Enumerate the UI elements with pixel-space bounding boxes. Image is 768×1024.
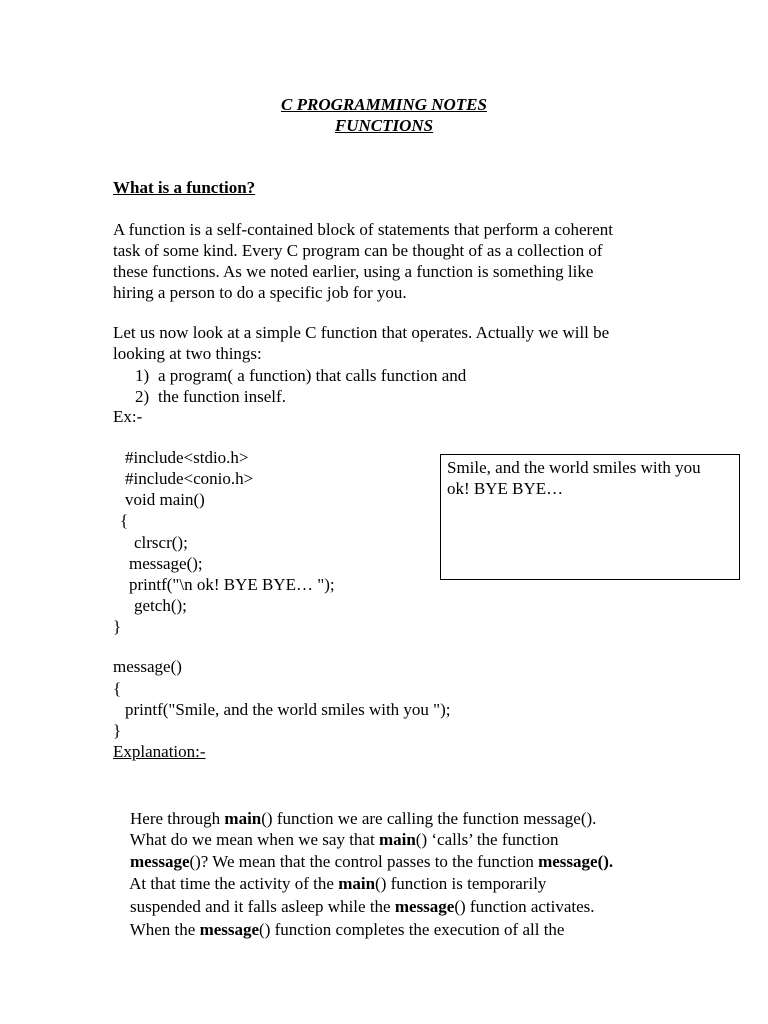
code-line: getch(); [134,596,187,615]
paragraph-line: hiring a person to do a specific job for you. [113,283,407,302]
text-run: At that time the activity of the [129,874,339,893]
code-line: } [113,617,122,636]
code-line: printf("\n ok! BYE BYE… "); [129,575,335,594]
document-subtitle: FUNCTIONS [334,116,434,135]
code-line: { [113,679,122,698]
text-run: () function activates. [454,897,595,916]
code-line: void main() [125,490,205,509]
list-item-number: 2) [135,387,150,406]
section-heading-explanation: Explanation:- [113,742,206,761]
list-item-number: 1) [135,366,150,385]
example-label: Ex:- [113,407,143,426]
text-run: () ‘calls’ the function [415,830,559,849]
code-line: { [120,511,129,530]
output-line: Smile, and the world smiles with you [447,458,701,477]
code-line: printf("Smile, and the world smiles with you "); [125,700,451,719]
document-title: C PROGRAMMING NOTES [281,95,487,114]
bold-run: main [338,874,376,893]
text-run: suspended and it falls asleep while the [130,897,395,916]
text-run: () function is temporarily [375,874,547,893]
code-line: } [113,721,122,740]
text-run: Here through [130,809,225,828]
bold-run: message [130,852,190,871]
paragraph-line: looking at two things: [113,344,262,363]
list-item-text: a program( a function) that calls function and [158,366,467,385]
code-line: message() [113,657,182,676]
text-run: () function completes the execution of all the [259,920,565,939]
text-run: When the [129,920,200,939]
program-output-box [440,454,740,580]
bold-run: message [199,920,260,939]
text-run: ()? We mean that the control passes to the function [189,852,539,871]
paragraph-line: these functions. As we noted earlier, using a function is something like [113,262,594,281]
paragraph-line: Let us now look at a simple C function that operates. Actually we will be [113,323,610,342]
list-item-text: the function inself. [158,387,286,406]
code-line: clrscr(); [134,533,188,552]
paragraph-line: task of some kind. Every C program can be thought of as a collection of [113,241,603,260]
code-line: #include<conio.h> [125,469,254,488]
bold-run: main [378,830,416,849]
output-line: ok! BYE BYE… [447,479,564,498]
bold-run: main [224,809,262,828]
bold-run: message(). [538,852,614,871]
code-line: message(); [129,554,203,573]
section-heading-what-is-function: What is a function? [113,178,256,197]
bold-run: message [394,897,455,916]
text-run: What do we mean when we say that [129,830,379,849]
code-line: #include<stdio.h> [125,448,249,467]
paragraph-line [113,898,564,961]
text-run: () function we are calling the function message(). [261,809,597,828]
paragraph-line: A function is a self-contained block of statements that perform a coherent [113,220,613,239]
